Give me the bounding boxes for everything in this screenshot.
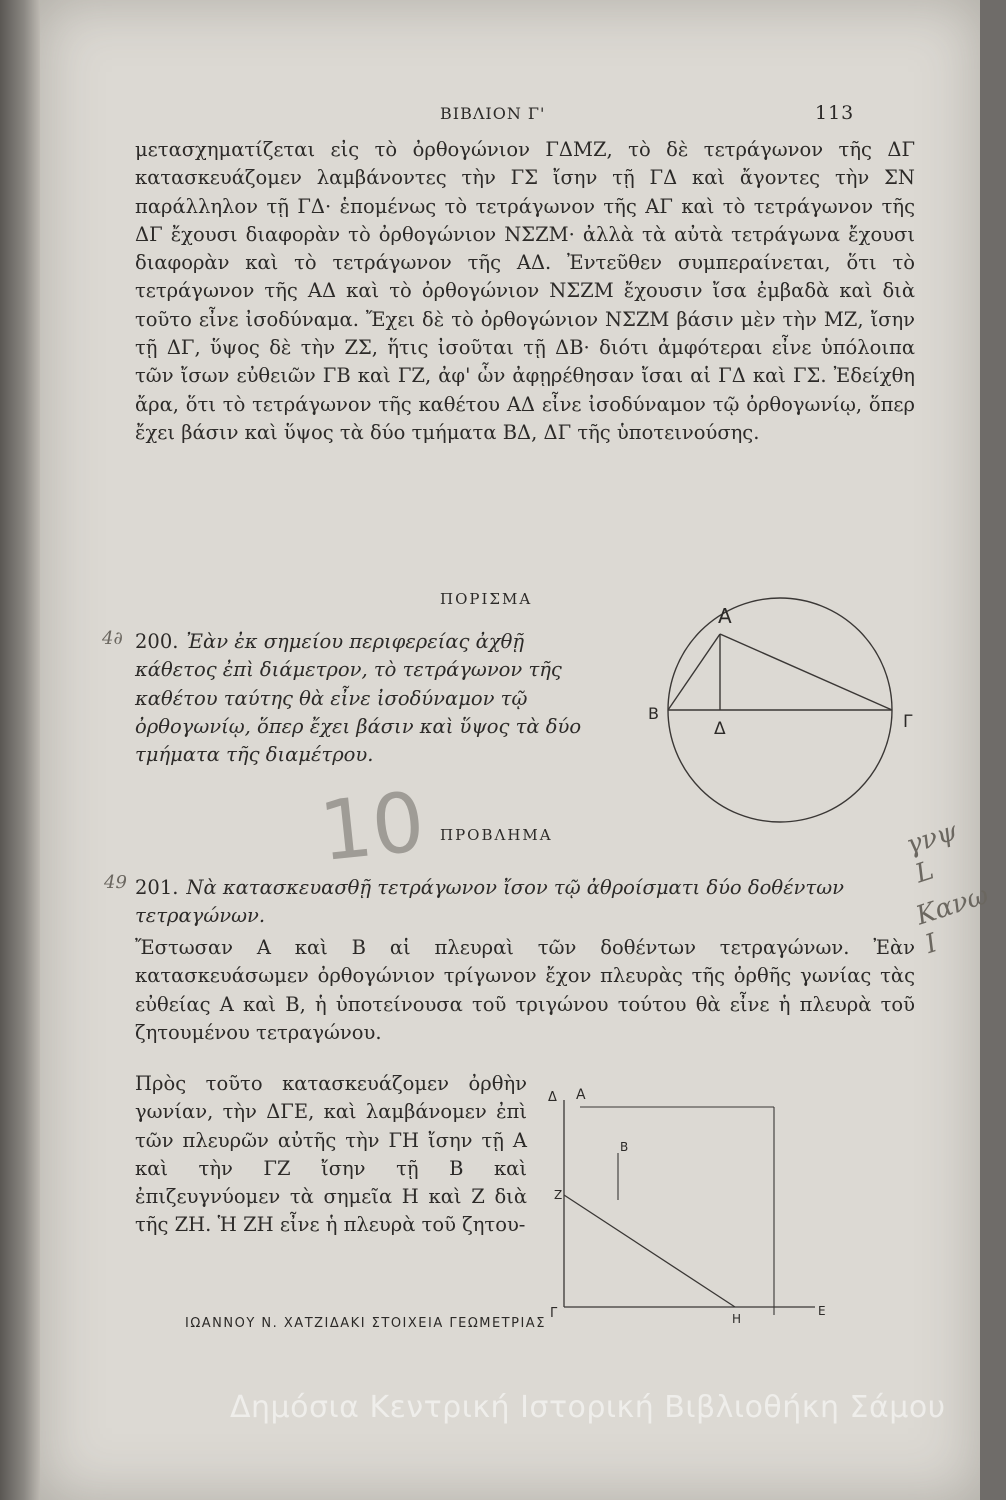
proof-paragraph: μετασχηματίζεται εἰς τὸ ὀρθογώνιον ΓΔΜΖ, τὸ δὲ τετράγωνον τῆς ΔΓ κατασκευάζομεν λαμβάνοντες τὴν ΓΣ ἴσην τῇ ΓΔ καὶ ἄγοντες τὴν ΣΝ παράλληλον τῇ ΓΔ· ἑπομένως τὸ τετράγωνον τῆς ΑΓ καὶ τὸ τετράγωνον τῆς ΔΓ ἔχουσι διαφορὰν τὸ ὀρθογώνιον ΝΣΖΜ· ἀλλὰ τὰ αὐτὰ τετράγωνα ἔχουσι διαφορὰν καὶ τὸ τετράγωνον τῆς ΑΔ. Ἐντεῦθεν συμπεραίνεται, ὅτι τὸ τετράγωνον τῆς ΑΔ καὶ τὸ ὀρθογώνιον ΝΣΖΜ ἔχουσιν ἴσα ἐμβαδὰ καὶ διὰ τοῦτο εἶνε ἰσοδύναμα. Ἔχει δὲ τὸ ὀρθογώνιον ΝΣΖΜ βάσιν μὲν τὴν ΜΖ, ἴσην τῇ ΔΓ, ὕψος δὲ τὴν ΖΣ, ἥτις ἰσοῦται τῇ ΔΒ· διότι ἀμφότεραι εἶνε ὑπόλοιπα τῶν ἴσων εὐθειῶν ΓΒ καὶ ΓΖ, ἀφ' ὧν ἀφῃρέθησαν ἴσαι αἱ ΓΔ καὶ ΓΣ. Ἐδείχθη ἄρα, ὅτι τὸ τετράγωνον τῆς καθέτου ΑΔ εἶνε ἰσοδύναμον τῷ ὀρθογωνίῳ, ὅπερ ἔχει βάσιν καὶ ὕψος τὰ δύο τμήματα ΒΔ, ΔΓ τῆς ὑποτεινούσης. [135,138,915,444]
problima-number: 201. [135,876,179,899]
label-gamma: Γ [903,712,913,732]
label-z: Z [554,1188,563,1202]
page-edge-shadow [0,0,40,1500]
margin-note-right-1: γνψ L [902,816,961,890]
circle-figure [620,605,950,820]
footer-signature: ΙΩΑΝΝΟΥ Ν. ΧΑΤΖΙΔΑΚΙ ΣΤΟΙΧΕΙΑ ΓΕΩΜΕΤΡΙΑΣ [185,1316,546,1331]
margin-note-left-1: 4∂ [102,628,123,649]
label-a: A [718,604,732,628]
problima-statement [135,874,915,931]
library-watermark: Δημόσια Κεντρική Ιστορική Βιβλιοθήκη Σάμου [230,1390,946,1425]
margin-note-right-2: Κανω Ι [912,880,993,960]
label-delta: Δ [548,1090,557,1105]
label-delta: Δ [714,719,726,739]
problima-heading: ΠΡΟΒΛΗΜΑ [440,826,553,844]
construction-paragraph: Πρὸς τοῦτο κατασκευάζομεν ὀρθὴν γωνίαν, τὴν ΔΓΕ, καὶ λαμβάνομεν ἐπὶ τῶν πλευρῶν αὐτῆς τὴν ΓΗ ἴσην τῇ Α καὶ τὴν ΓΖ ἴσην τῇ Β καὶ ἐπιζευγνύομεν τὰ σημεῖα Η καὶ Ζ διὰ τῆς ΖΗ. Ἡ ΖΗ εἶνε ἡ πλευρὰ τοῦ ζητου- [135,1072,527,1237]
solution-paragraph: Ἔστωσαν Α καὶ Β αἱ πλευραὶ τῶν δοθέντων τετραγώνων. Ἐὰν κατασκευάσωμεν ὀρθογώνιον τρίγωνον ἔχον πλευρὰς τῆς ὀρθῆς γωνίας τὰς εὐθείας Α καὶ Β, ἡ ὑποτείνουσα τοῦ τριγώνου τούτου θὰ εἶνε ἡ πλευρὰ τοῦ ζητουμένου τετραγώνου. [135,936,915,1044]
porisma-number: 200. [135,630,179,653]
problima-text: Νὰ κατασκευασθῇ τετράγωνον ἴσον τῷ ἀθροίσματι δύο δοθέντων τετραγώνων. [135,876,844,928]
chord-ag [720,634,892,710]
label-e: E [818,1304,826,1318]
chord-ab [668,634,720,710]
porisma-heading: ΠΟΡΙΣΜΑ [440,590,533,608]
book-page [40,0,993,1500]
porisma-statement [135,628,605,769]
construction-figure [510,1075,850,1326]
pencil-mark-10: 10 [315,774,430,881]
label-a: A [576,1087,586,1103]
label-h: H [732,1312,742,1326]
porisma-text: Ἐὰν ἐκ σημείου περιφερείας ἀχθῇ κάθετος ἐπὶ διάμετρον, τὸ τετράγωνον τῆς καθέτου ταύτης θὰ εἶνε ἰσοδύναμον τῷ ὀρθογωνίῳ, ὅπερ ἔχει βάσιν καὶ ὕψος τὰ δύο τμήματα τῆς διαμέτρου. [135,630,582,767]
running-title: ΒΙΒΛΙΟΝ Γ' [440,104,546,123]
page-number: 113 [815,102,855,124]
margin-note-left-2: 49 [104,872,127,893]
label-b: B [620,1140,629,1154]
page-header [40,100,980,130]
hypotenuse-zh [564,1195,735,1307]
label-gamma: Γ [550,1306,558,1321]
label-b: B [648,704,659,723]
